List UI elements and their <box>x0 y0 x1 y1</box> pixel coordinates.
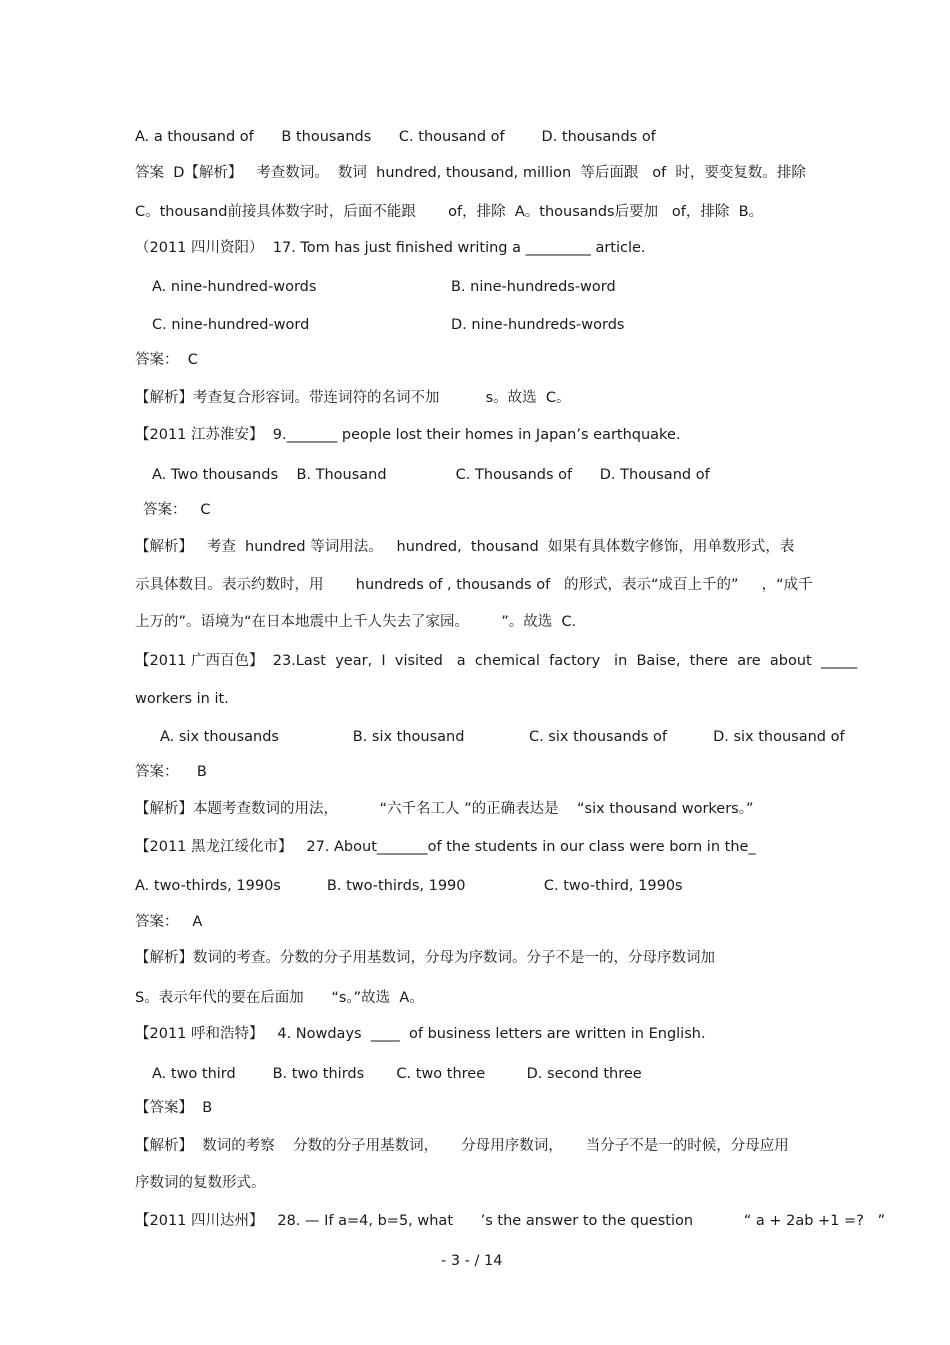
q9-stem: 【2011 江苏淮安】 9._______ people lost their homes in Japan’s earthquake. <box>135 427 681 443</box>
q17-stem: （2011 四川资阳） 17. Tom has just finished writing a _________ article. <box>135 240 646 256</box>
q9-explanation-line2: 示具体数目。表示约数时，用 hundreds of , thousands of 的形式，表示“成百上千的” ，“成千 <box>135 577 813 593</box>
q4-explanation-line1: 【解析】 数词的考察 分数的分子用基数词， 分母用序数词， 当分子不是一的时候，分母应用 <box>135 1138 789 1154</box>
q23-explanation: 【解析】本题考查数词的用法， “六千名工人 ”的正确表达是 “six thousand workers。” <box>135 801 754 817</box>
q17-option-a: A. nine-hundred-words <box>152 279 317 295</box>
q4-answer: 【答案】 B <box>135 1100 213 1116</box>
q28-stem: 【2011 四川达州】 28. — If a=4, b=5, what ’s the answer to the question “ a + 2ab +1 =? ” <box>135 1213 886 1229</box>
q23-stem-cont: workers in it. <box>135 691 229 707</box>
q27-explanation-line1: 【解析】数词的考查。分数的分子用基数词，分母为序数词。分子不是一的，分母序数词加 <box>135 950 715 966</box>
q17-answer: 答案： C <box>135 352 198 368</box>
q4-options: A. two third B. two thirds C. two three D. second three <box>152 1066 642 1082</box>
q9-explanation-line1: 【解析】 考查 hundred 等词用法。 hundred, thousand 如果有具体数字修饰，用单数形式，表 <box>135 539 795 555</box>
q16-options: A. a thousand of B thousands C. thousand of D. thousands of <box>135 129 656 145</box>
q17-option-d: D. nine-hundreds-words <box>451 317 625 333</box>
q27-answer: 答案： A <box>135 914 203 930</box>
q9-options: A. Two thousands B. Thousand C. Thousands of D. Thousand of <box>152 467 710 483</box>
q9-answer: 答案： C <box>143 502 211 518</box>
q27-stem: 【2011 黑龙江绥化市】 27. About_______of the students in our class were born in the_ <box>135 839 756 855</box>
q23-options: A. six thousands B. six thousand C. six thousands of D. six thousand of <box>160 729 845 745</box>
q4-stem: 【2011 呼和浩特】 4. Nowdays ____ of business letters are written in English. <box>135 1026 706 1042</box>
q23-stem: 【2011 广西百色】 23.Last year, I visited a chemical factory in Baise, there are about _____ <box>135 653 858 669</box>
q16-answer: 答案 D【解析】 考查数词。 数词 hundred, thousand, million 等后面跟 of 时，要变复数。排除 <box>135 165 806 181</box>
q23-answer: 答案： B <box>135 764 207 780</box>
q17-option-c: C. nine-hundred-word <box>152 317 310 333</box>
page-number: - 3 - / 14 <box>441 1253 503 1269</box>
q4-explanation-line2: 序数词的复数形式。 <box>135 1175 266 1191</box>
q17-option-b: B. nine-hundreds-word <box>451 279 616 295</box>
q27-explanation-line2: S。表示年代的要在后面加 “s。”故选 A。 <box>135 990 424 1006</box>
q9-explanation-line3: 上万的”。语境为“在日本地震中上千人失去了家园。 ”。故选 C. <box>135 614 577 630</box>
q27-options: A. two-thirds, 1990s B. two-thirds, 1990 C. two-third, 1990s <box>135 878 683 894</box>
q16-explanation: C。thousand前接具体数字时，后面不能跟 of，排除 A。thousands后要加 of，排除 B。 <box>135 204 764 220</box>
q17-explanation: 【解析】考查复合形容词。带连词符的名词不加 s。故选 C。 <box>135 390 571 406</box>
